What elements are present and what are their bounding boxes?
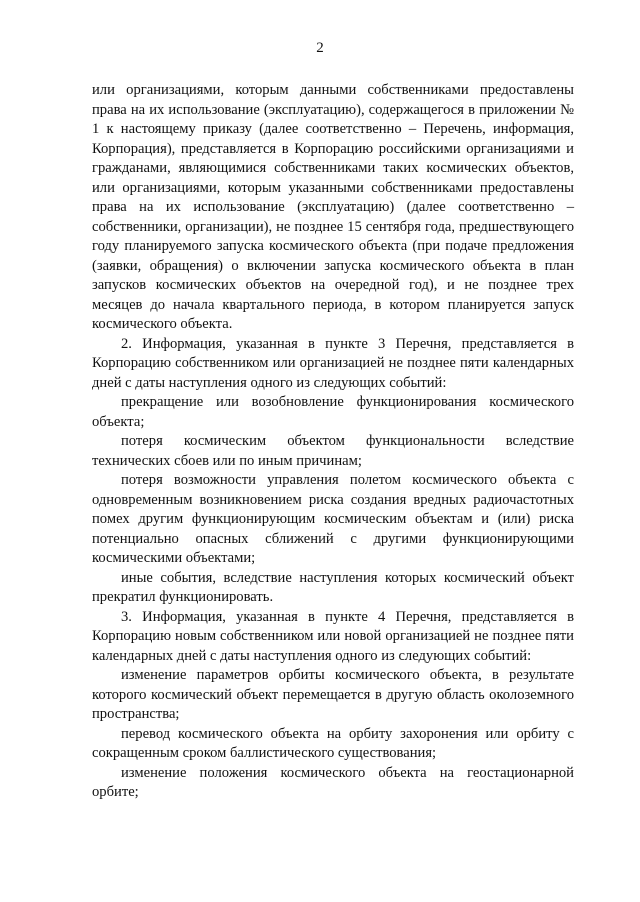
paragraph-9: перевод космического объекта на орбиту захоронения или орбиту с сокращенным сроком баллистического существования;: [92, 725, 574, 761]
page-number: 2: [316, 40, 324, 56]
paragraph-8: изменение параметров орбиты космического объекта, в результате которого космический объект перемещается в другую область околоземного пространства;: [92, 667, 574, 722]
paragraph-1: или организациями, которым данными собственниками предоставлены права на их использование (эксплуатацию), содержащегося в приложении № 1 к настоящему приказу (далее соответственно – Перечень, информация, Корпорация), представляется в Корпорацию российскими организациями и гражданами, являющимися собственниками таких космических объектов, или организациями, которым указанными собственниками предоставлены права на их использование (эксплуатацию) (далее соответственно – собственники, организации), не позднее 15 сентября года, предшествующего году планируемого запуска космического объекта (при подаче предложения (заявки, обращения) о включении запуска космического объекта в план запусков космических объектов на очередной год), и не позднее трех месяцев до начала квартального периода, в котором планируется запуск космического объекта.: [92, 82, 574, 332]
paragraph-2: 2. Информация, указанная в пункте 3 Перечня, представляется в Корпорацию собственником или организацией не позднее пяти календарных дней с даты наступления одного из следующих событий:: [92, 335, 574, 391]
document-body: [92, 81, 574, 803]
paragraph-4: потеря космическим объектом функциональности вследствие технических сбоев или по иным причинам;: [92, 433, 574, 469]
paragraph-5: потеря возможности управления полетом космического объекта с одновременным возникновением риска создания вредных радиочастотных помех другим функционирующим космическим объектам и (или) риска потенциально опасных сближений с другими функционирующими космическими объектами;: [92, 472, 574, 566]
paragraph-7: 3. Информация, указанная в пункте 4 Перечня, представляется в Корпорацию новым собственником или новой организацией не позднее пяти календарных дней с даты наступления одного из следующих событий:: [92, 608, 574, 664]
paragraph-10: изменение положения космического объекта на геостационарной орбите;: [92, 764, 574, 800]
paragraph-3: прекращение или возобновление функционирования космического объекта;: [92, 394, 574, 430]
paragraph-6: иные события, вследствие наступления которых космический объект прекратил функционировать.: [92, 569, 574, 605]
